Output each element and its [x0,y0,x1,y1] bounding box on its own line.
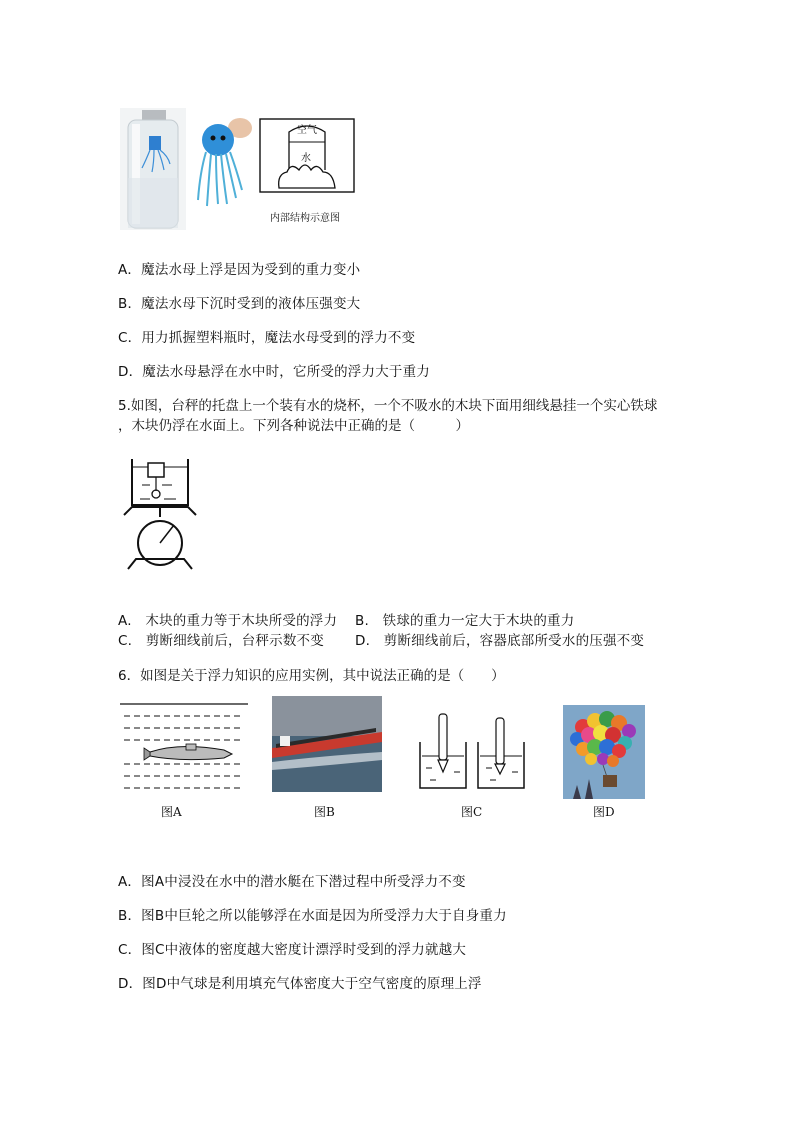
diagram-water-label: 水 [301,153,311,164]
diagram-air-label: 空气 [297,125,317,136]
q5-option-a: A. 木块的重力等于木块所受的浮力 [118,613,338,629]
q5-option-c: C. 剪断细线前后，台秤示数不变 [118,633,324,649]
q6-option-c: C．图C中液体的密度越大密度计漂浮时受到的浮力就越大 [118,942,467,958]
figure-a-submarine [120,702,248,796]
q5-option-b: B. 铁球的重力一定大于木块的重力 [355,613,575,629]
q6-option-a: A．图A中浸没在水中的潜水艇在下潜过程中所受浮力不变 [118,874,466,890]
figure-d-label: 图D [593,805,615,819]
scale-beaker-diagram [122,455,202,573]
jellyfish-toy-photo [192,114,252,214]
q6-option-d: D．图D中气球是利用填充气体密度大于空气密度的原理上浮 [118,976,482,992]
q4-option-b: B．魔法水母下沉时受到的液体压强变大 [118,296,361,312]
figure-b-label: 图B [314,805,335,819]
q4-figure [120,108,360,233]
q4-option-d: D．魔法水母悬浮在水中时，它所受的浮力大于重力 [118,364,430,380]
q4-option-c: C．用力抓握塑料瓶时，魔法水母受到的浮力不变 [118,330,416,346]
q5-stem-line2: ，木块仍浮在水面上。下列各种说法中正确的是（ ） [118,418,469,434]
q4-option-a: A．魔法水母上浮是因为受到的重力变小 [118,262,361,278]
figure-c-hydrometers [416,712,528,792]
figure-c-label: 图C [461,805,483,819]
figure-b-ship-photo [272,696,382,792]
figure-a-label: 图A [161,805,182,819]
q6-stem: 6．如图是关于浮力知识的应用实例，其中说法正确的是（ ） [118,668,505,684]
figure-d-balloons-photo [563,705,645,799]
q5-stem-line1: 5.如图，台秤的托盘上一个装有水的烧杯，一个不吸水的木块下面用细线悬挂一个实心铁球 [118,398,658,414]
jellyfish-bottle-photo [120,108,186,230]
q5-option-d: D. 剪断细线前后，容器底部所受水的压强不变 [355,633,645,649]
q6-option-b: B．图B中巨轮之所以能够浮在水面是因为所受浮力大于自身重力 [118,908,507,924]
diagram-caption: 内部结构示意图 [270,213,340,224]
